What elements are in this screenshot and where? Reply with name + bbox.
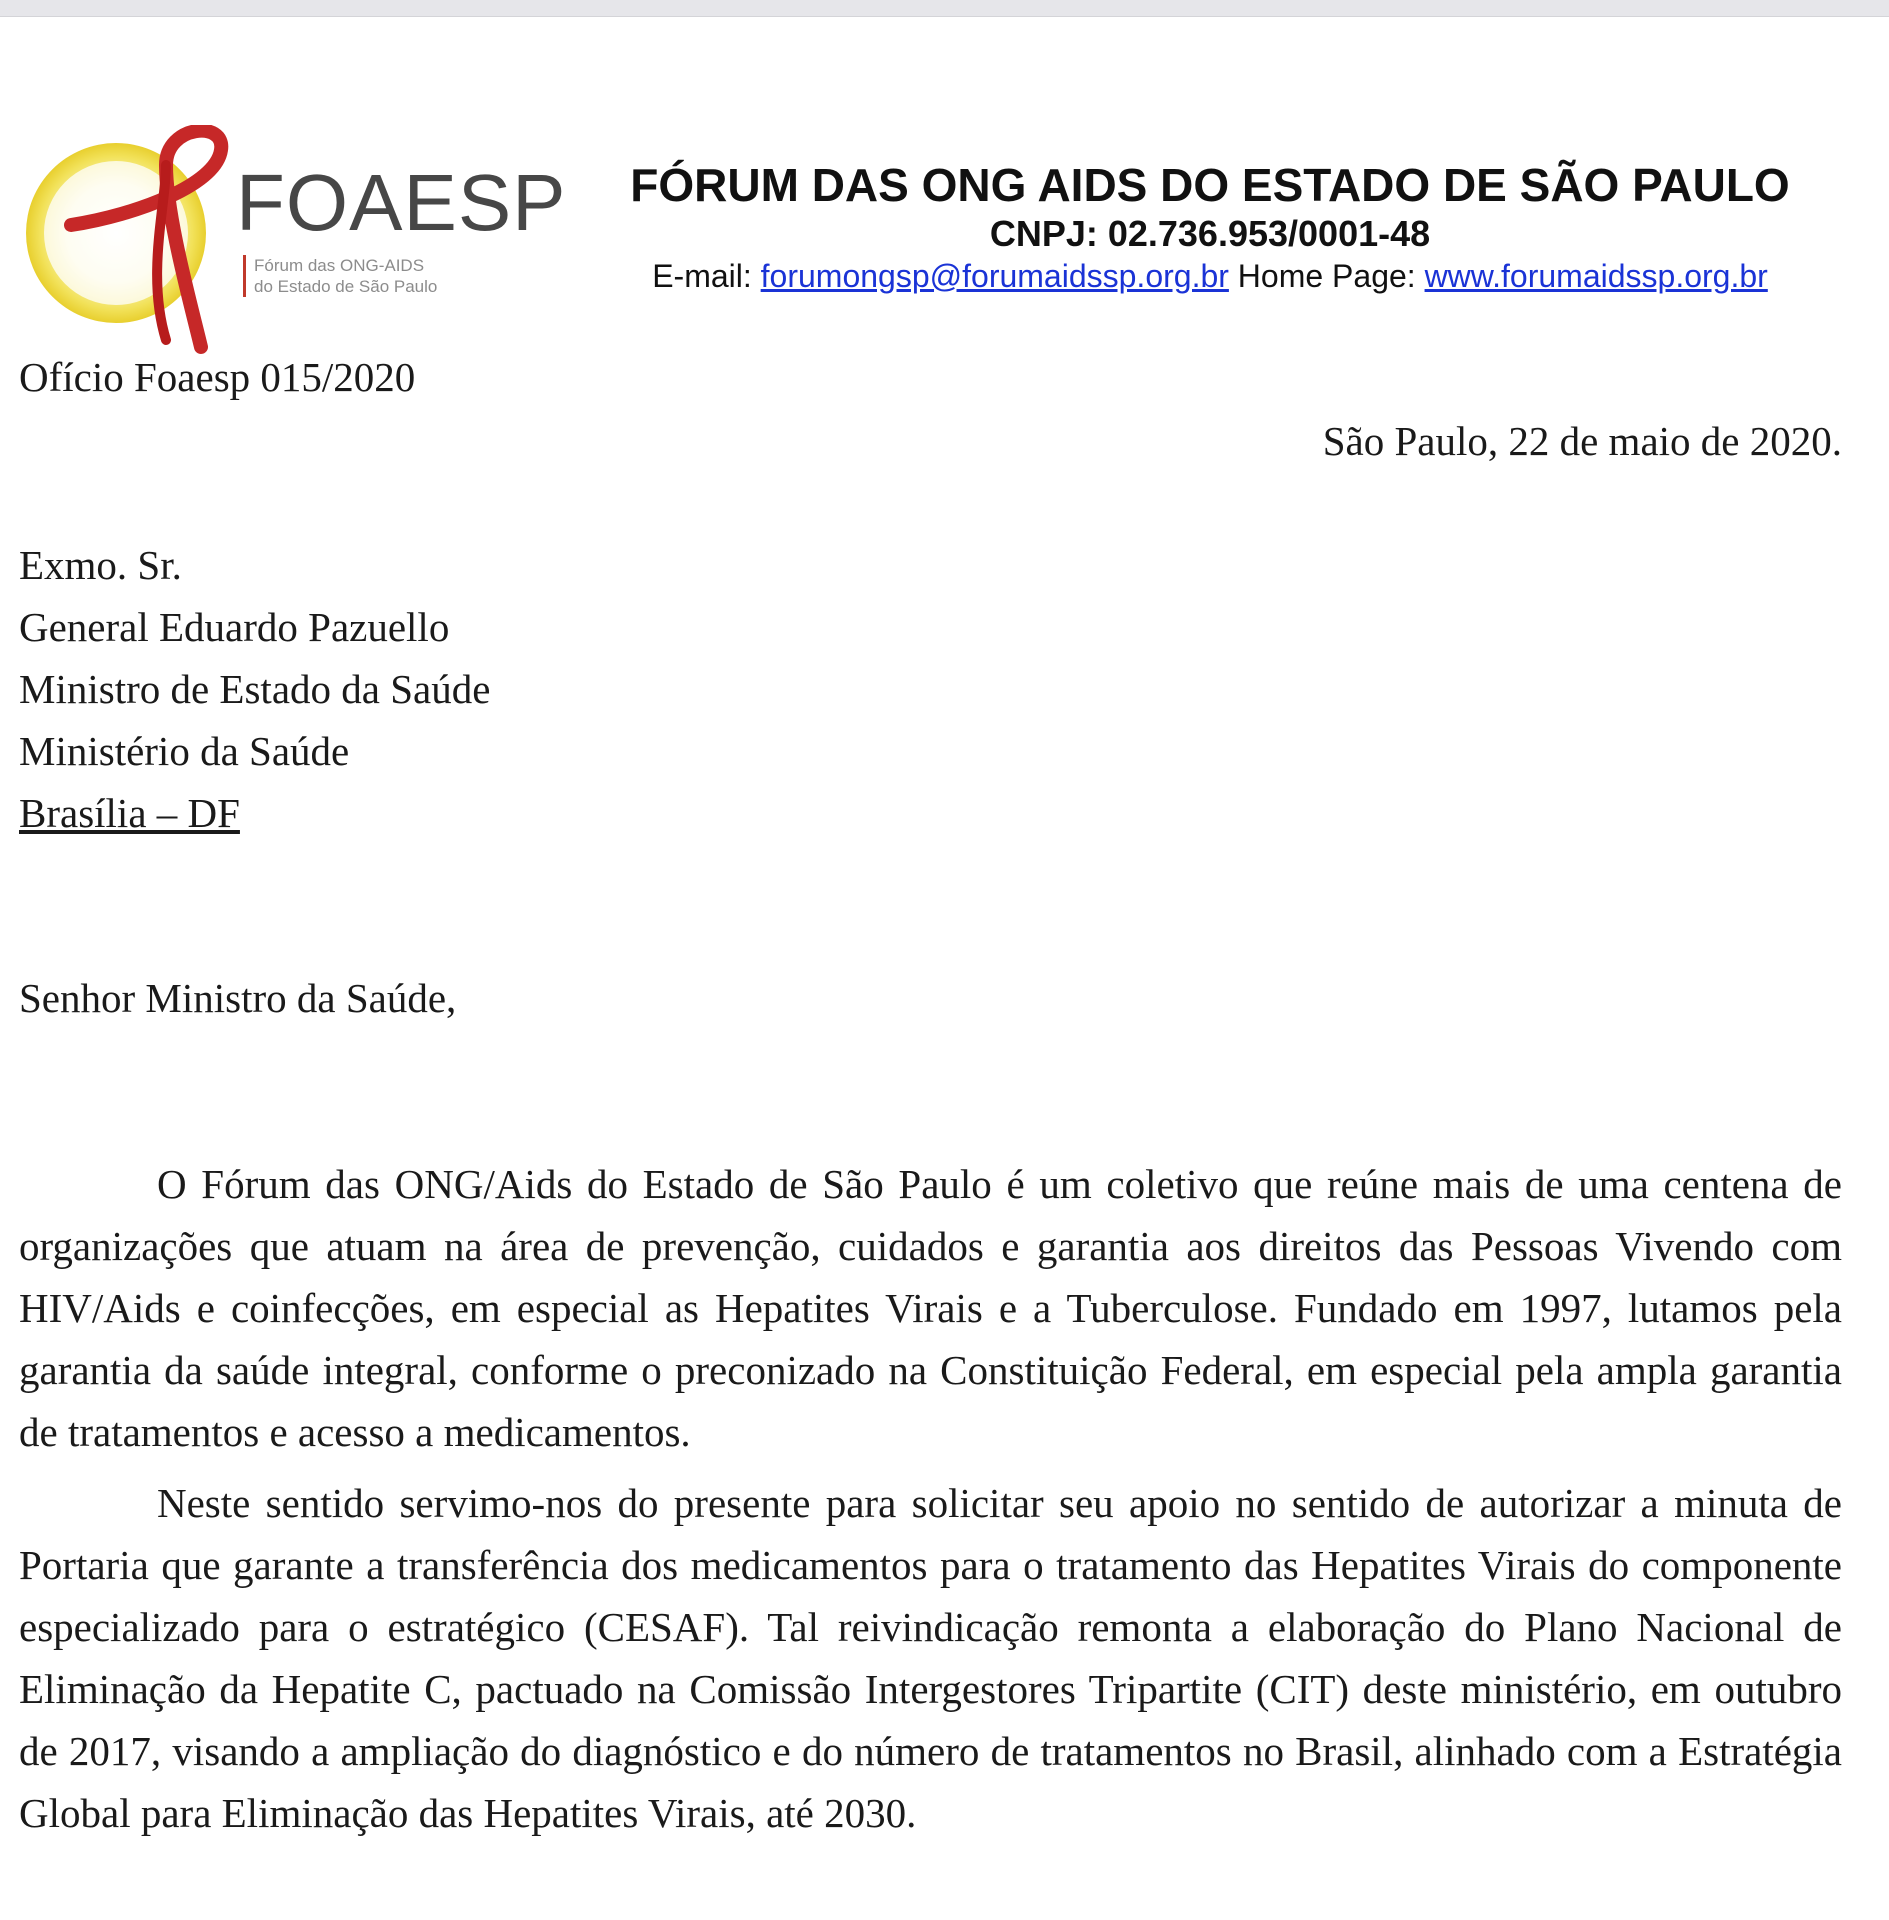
email-label: E-mail: <box>652 258 752 294</box>
logo-subtitle <box>243 255 494 297</box>
letter-reference: Ofício Foaesp 015/2020 <box>19 354 416 400</box>
organization-title: FÓRUM DAS ONG AIDS DO ESTADO DE SÃO PAULO <box>630 159 1790 211</box>
homepage-label: Home Page: <box>1237 258 1416 294</box>
addressee-line: General Eduardo Pazuello <box>19 604 450 650</box>
letter-date: São Paulo, 22 de maio de 2020. <box>1322 418 1842 464</box>
addressee-line: Ministro de Estado da Saúde <box>19 666 491 712</box>
addressee-line: Brasília – DF <box>19 790 240 836</box>
homepage-link[interactable]: www.forumaidssp.org.br <box>1424 258 1768 294</box>
email-link[interactable]: forumongsp@forumaidssp.org.br <box>760 258 1229 294</box>
logo-subtitle-line2: do Estado de São Paulo <box>254 277 438 296</box>
body-paragraph: O Fórum das ONG/Aids do Estado de São Paulo é um coletivo que reúne mais de uma centena de organizações que atuam na área de prevenção, cuidados e garantia aos direitos das Pessoas Vivendo com HIV/Aids e coinfecções, em especial as Hepatites Virais e a Tuberculose. Fundado em 1997, lutamos pela garantia da saúde integral, conforme o preconizado na Constituição Federal, em especial pela ampla garantia de tratamentos e acesso a medicamentos. <box>19 1161 1842 1455</box>
foaesp-logo <box>16 125 567 355</box>
organization-cnpj: CNPJ: 02.736.953/0001-48 <box>989 213 1431 254</box>
logo-wordmark: FOAESP <box>236 158 567 247</box>
body-paragraph: Neste sentido servimo-nos do presente para solicitar seu apoio no sentido de autorizar a minuta de Portaria que garante a transferência dos medicamentos para o tratamento das Hepatites Virais do componente especializado para o estratégico (CESAF). Tal reivindicação remonta a elaboração do Plano Nacional de Eliminação da Hepatite C, pactuado na Comissão Intergestores Tripartite (CIT) deste ministério, em outubro de 2017, visando a ampliação do diagnóstico e do número de tratamentos no Brasil, alinhado com a Estratégia Global para Eliminação das Hepatites Virais, até 2030. <box>19 1480 1842 1836</box>
addressee-line: Ministério da Saúde <box>19 728 350 774</box>
window-top-bar <box>0 0 1889 17</box>
contact-line <box>560 256 1860 296</box>
addressee-block <box>19 534 490 844</box>
salutation: Senhor Ministro da Saúde, <box>19 975 457 1021</box>
addressee-line: Exmo. Sr. <box>19 542 182 588</box>
logo-subtitle-line1: Fórum das ONG-AIDS <box>254 256 425 275</box>
